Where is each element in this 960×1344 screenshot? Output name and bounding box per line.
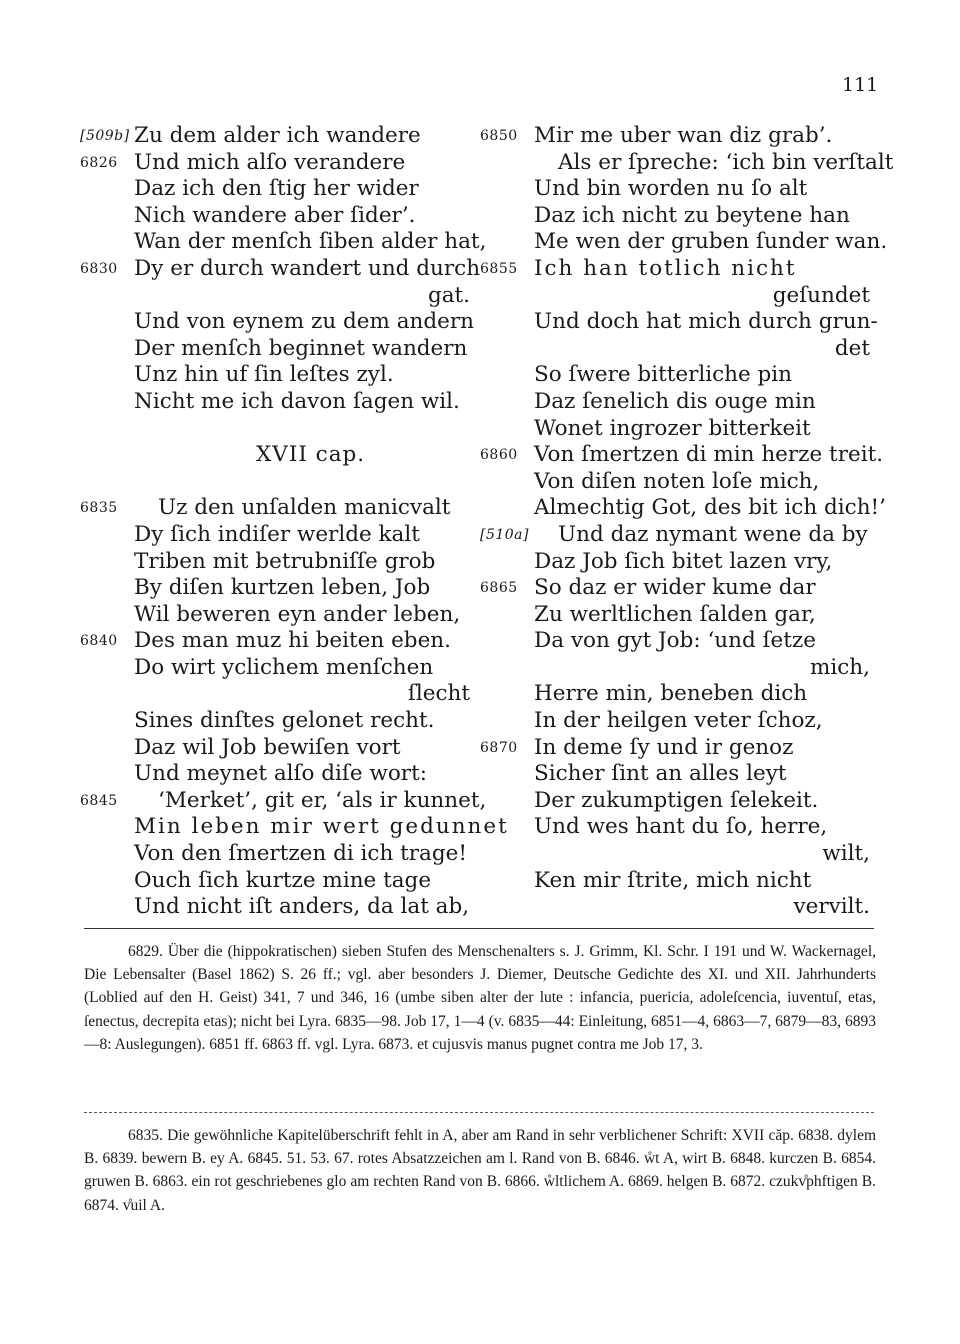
verse-line (80, 628, 490, 655)
verse-line (80, 176, 490, 203)
verse-line (480, 788, 890, 815)
verse-text: Und doch hat mich durch grun- (534, 309, 878, 335)
verse-text: Daz wil Job bewiſen vort (134, 734, 401, 760)
verse-line (480, 229, 890, 256)
verse-text: Dy er durch wandert und durch (134, 255, 481, 281)
verse-line (80, 788, 490, 815)
line-number: 6826 (80, 154, 118, 171)
verse-text: Und mich alſo verandere (134, 149, 406, 175)
verse-line (480, 681, 890, 708)
verse-text: Me wen der gruben ſunder wan. (534, 229, 888, 255)
verse-text: In deme ſy und ir genoz (534, 734, 794, 760)
verse-line (480, 309, 890, 336)
verse-text: Triben mit betrubniſſe grob (134, 548, 436, 574)
verse-line (480, 628, 890, 655)
verse-line (80, 894, 490, 921)
verse-line (80, 150, 490, 177)
verse-line (80, 469, 490, 496)
verse-line (80, 735, 490, 762)
verse-text: Wonet ingrozer bitterkeit (534, 415, 811, 441)
textual-apparatus (84, 1124, 876, 1217)
verse-text: Daz ſenelich dis ouge min (534, 388, 816, 414)
line-number: 6860 (480, 447, 518, 464)
verse-line (480, 735, 890, 762)
verse-text: Daz ich den ſtig her wider (134, 176, 419, 202)
verse-line (480, 549, 890, 576)
verse-line (480, 761, 890, 788)
verse-text: In der heilgen veter ſchoz, (534, 708, 823, 734)
verse-text: Nich wandere aber ſider’. (134, 202, 416, 228)
verse-line (80, 681, 490, 708)
verse-text: Almechtig Got, des bit ich dich!’ (534, 495, 887, 521)
verse-text: mich, (810, 654, 870, 680)
verse-line (80, 362, 490, 389)
verse-text: gat. (427, 282, 470, 308)
page-number: 111 (842, 74, 879, 96)
verse-line (480, 602, 890, 629)
line-number: 6830 (80, 260, 118, 277)
verse-text: Mir me uber wan diz grab’. (534, 123, 833, 148)
verse-line (480, 868, 890, 895)
verse-line (480, 708, 890, 735)
verse-text: det (834, 335, 870, 361)
chapter-heading: XVII cap. (256, 442, 366, 468)
line-number: 6870 (480, 739, 518, 756)
verse-line (480, 522, 890, 549)
verse-line (80, 256, 490, 283)
verse-text: Der menſch beginnet wandern (134, 335, 468, 361)
verse-text: Ouch ſich kurtze mine tage (134, 867, 432, 893)
verse-line (80, 123, 490, 150)
verse-text: Herre min, beneben dich (534, 681, 808, 707)
verse-line (80, 708, 490, 735)
verse-text: Und bin worden nu ſo alt (534, 176, 808, 202)
verse-text: Min leben mir wert gedunnet (134, 814, 509, 840)
verse-line (480, 149, 894, 177)
verse-text: Ich han totlich nicht (534, 255, 797, 281)
verse-text: Und nicht iſt anders, da lat ab, (134, 894, 470, 920)
verse-text: By diſen kurtzen leben, Job (134, 575, 431, 601)
verse-text: Wil beweren eyn ander leben, (134, 601, 461, 627)
verse-line (80, 522, 490, 549)
verse-text: Zu werltlichen ſalden gar, (534, 601, 816, 627)
verse-text: wilt, (822, 841, 870, 867)
verse-text: Do wirt yclichem menſchen (134, 654, 434, 680)
verse-line (80, 814, 509, 841)
apparatus-paragraph: 6835. Die gewöhnliche Kapitelüberschrift fehlt in A, aber am Rand in sehr verblichener Schrift: XVII căp. 6838. dylem B. 6839. bewern B. ey A. 6845. 51. 53. 67. rotes Absatzzeichen am l. Rand von B. 6846. ẘt A, wirt B. 6848. kurczen B. 6854. gruwen B. 6863. ein rot geschriebenes glo am rechten Rand von B. 6866. ẘltlichem A. 6869. helgen B. 6872. czukv̊phftigen B. 6874. v̊uil A. (84, 1127, 876, 1214)
verse-line (480, 283, 890, 310)
verse-line (480, 336, 890, 363)
verse-text: Und daz nymant wene da by (558, 521, 868, 547)
line-number: 6845 (80, 792, 118, 809)
verse-text: Daz ich nicht zu beytene han (534, 202, 850, 228)
verse-line (80, 203, 490, 230)
notes-divider (84, 928, 874, 929)
verse-line (80, 868, 490, 895)
verse-line (80, 655, 490, 682)
verse-line (480, 495, 890, 522)
verse-line (480, 841, 890, 868)
verse-line (80, 283, 490, 310)
verse-line (80, 495, 490, 522)
verse-text: Wan der menſch ſiben alder hat, (134, 229, 487, 255)
commentary-paragraph: 6829. Über die (hippokratischen) sieben Stufen des Menschenalters s. J. Grimm, Kl. Schr. I 191 und W. Wackernagel, Die Lebensalter (Basel 1862) S. 26 ff.; vgl. aber besonders J. Diemer, Deutsche Gedichte des XI. und XII. Jahrhunderts (Loblied auf den H. Geist) 341, 7 und 346, 16 (umbe siben alter der lute : infancia, puericia, adoleſcencia, iuventuſ, etas, ſenectus, decrepita etas); nicht bei Lyra. 6835—98. Job 17, 1—4 (v. 6835—44: Einleitung, 6851—4, 6863—7, 6879—83, 6893—8: Auslegungen). 6851 ff. 6863 ff. vgl. Lyra. 6873. et cujusvis manus pugnet contra me Job 17, 3. (84, 943, 876, 1053)
verse-line (480, 123, 890, 150)
verse-line (480, 256, 890, 283)
verse-text: Uz den unſalden manicvalt (158, 495, 451, 521)
apparatus-divider (84, 1112, 874, 1113)
verse-text: Des man muz hi beiten eben. (134, 628, 451, 654)
verse-line (80, 575, 490, 602)
verse-line (80, 229, 490, 256)
verse-line (480, 389, 890, 416)
verse-text: ſlecht (407, 681, 470, 707)
verse-line (480, 203, 890, 230)
verse-text: Zu dem alder ich wandere (134, 123, 421, 148)
verse-text: Sicher ſint an alles leyt (534, 761, 787, 787)
verse-line (480, 655, 890, 682)
verse-line (80, 336, 490, 363)
line-number: 6840 (80, 633, 118, 650)
line-number: 6855 (480, 260, 518, 277)
verse-text: So ſwere bitterliche pin (534, 362, 793, 388)
verse-line (480, 814, 890, 841)
verse-text: vervilt. (793, 894, 870, 920)
verse-line (480, 575, 890, 602)
verse-text: Der zukumptigen ſelekeit. (534, 787, 819, 813)
verse-text: Und von eynem zu dem andern (134, 309, 474, 335)
verse-text: Da von gyt Job: ‘und ſetze (534, 628, 816, 654)
verse-text: ‘Merket’, git er, ‘als ir kunnet, (158, 787, 487, 813)
verse-text: Sines dinſtes gelonet recht. (134, 708, 435, 734)
verse-line (80, 442, 490, 469)
verse-line (480, 469, 890, 496)
verse-text: Unz hin uf ſin leſtes zyl. (134, 362, 394, 388)
right-verse-column (480, 123, 894, 921)
verse-line (480, 362, 890, 389)
verse-line (480, 176, 890, 203)
verse-line (480, 894, 890, 921)
manuscript-folio-marker: [510a] (480, 526, 529, 543)
commentary-notes (84, 940, 876, 1056)
line-number: 6850 (480, 128, 518, 144)
manuscript-folio-marker: [509b] (80, 128, 130, 144)
verse-text: Und meynet alſo diſe wort: (134, 761, 427, 787)
verse-line (80, 602, 490, 629)
verse-text: Daz Job ſich bitet lazen vry, (534, 548, 833, 574)
verse-line (80, 761, 490, 788)
verse-line (480, 442, 890, 469)
verse-text: So daz er wider kume dar (534, 575, 816, 601)
line-number: 6865 (480, 580, 518, 597)
verse-line (80, 389, 490, 416)
verse-line (480, 416, 890, 443)
line-number: 6835 (80, 500, 118, 517)
verse-text: Dy ſich indiſer werlde kalt (134, 521, 420, 547)
verse-line (80, 309, 490, 336)
verse-text: Von diſen noten loſe mich, (534, 468, 820, 494)
verse-text: Nicht me ich davon ſagen wil. (134, 388, 460, 414)
verse-text: Als er ſpreche: ‘ich bin verſtalt (558, 149, 894, 175)
verse-line (80, 841, 490, 868)
verse-line (80, 549, 490, 576)
verse-text: Von ſmertzen di min herze treit. (534, 442, 884, 468)
verse-text: geſundet (772, 282, 870, 308)
verse-line (80, 416, 490, 443)
verse-text: Von den ſmertzen di ich trage! (134, 841, 467, 867)
verse-text: Und wes hant du ſo, herre, (534, 814, 828, 840)
verse-text: Ken mir ſtrite, mich nicht (534, 867, 812, 893)
